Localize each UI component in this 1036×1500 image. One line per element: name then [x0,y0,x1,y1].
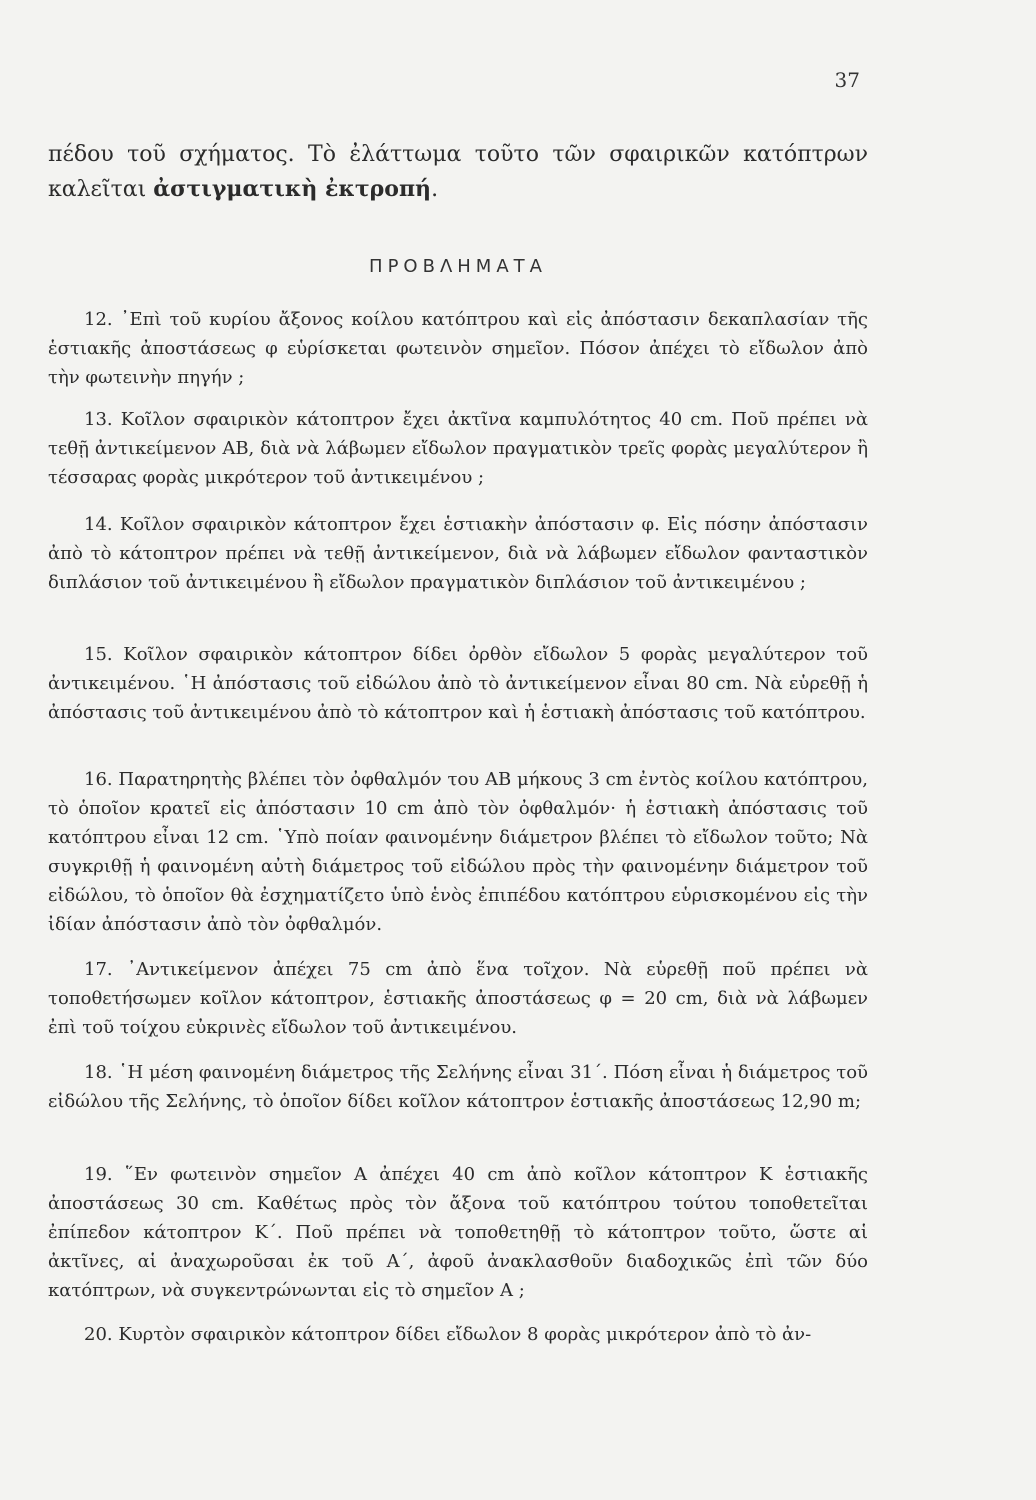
problem-text: ῞Εν φωτεινὸν σημεῖον Α ἀπέχει 40 cm ἀπὸ κοῖλον κάτοπτρον Κ ἑστιακῆς ἀποστάσεως 30 cm. Καθέτως πρὸς τὸν ἄξονα τοῦ κατόπτρου τούτου τοποθετεῖται ἐπίπεδον κάτοπτρον Κ΄. Ποῦ πρέπει νὰ τοποθετηθῇ τὸ κάτοπτρον τοῦτο, ὥστε αἱ ἀκτῖνες, αἱ ἀναχωροῦσαι ἐκ τοῦ Α΄, ἀφοῦ ἀνακλασθοῦν διαδοχικῶς ἐπὶ τῶν δύο κατόπτρων, νὰ συγκεντρώνωνται εἰς τὸ σημεῖον Α ; [48,1164,868,1301]
page-number: 37 [834,68,860,92]
problem-number: 16. [84,769,113,790]
intro-bold-term: ἀστιγματικὴ ἐκτροπή [153,176,432,202]
problem-18 [48,1058,868,1116]
problem-text: Κυρτὸν σφαιρικὸν κάτοπτρον δίδει εἴδωλον 8 φορὰς μικρότερον ἀπὸ τὸ ἀν- [118,1324,812,1345]
problem-text: Κοῖλον σφαιρικὸν κάτοπτρον ἔχει ἑστιακὴν ἀπόστασιν φ. Εἰς πόσην ἀπόστασιν ἀπὸ τὸ κάτοπτρον πρέπει νὰ τεθῇ ἀντικείμενον, διὰ νὰ λάβωμεν εἴδωλον φανταστικὸν διπλάσιον τοῦ ἀντικειμένου ἢ εἴδωλον πραγματικὸν διπλάσιον τοῦ ἀντικειμένου ; [48,514,868,593]
problem-text: ῾Η μέση φαινομένη διάμετρος τῆς Σελήνης εἶναι 31΄. Πόση εἶναι ἡ διάμετρος τοῦ εἰδώλου τῆς Σελήνης, τὸ ὁποῖον δίδει κοῖλον κάτοπτρον ἑστιακῆς ἀποστάσεως 12,90 m; [48,1062,868,1112]
problem-number: 17. [84,959,113,980]
problem-13 [48,405,868,492]
intro-paragraph [48,138,868,207]
problem-text: ᾿Επὶ τοῦ κυρίου ἄξονος κοίλου κατόπτρου καὶ εἰς ἀπόστασιν δεκαπλασίαν τῆς ἑστιακῆς ἀποστάσεως φ εὑρίσκεται φωτεινὸν σημεῖον. Πόσον ἀπέχει τὸ εἴδωλον ἀπὸ τὴν φωτεινὴν πηγήν ; [48,309,868,388]
section-title: ΠΡΟΒΛΗΜΑΤΑ [369,256,547,277]
problem-number: 19. [84,1164,113,1185]
problem-text: Κοῖλον σφαιρικὸν κάτοπτρον δίδει ὀρθὸν εἴδωλον 5 φορὰς μεγαλύτερον τοῦ ἀντικειμένου. ῾Η ἀπόστασις τοῦ εἰδώλου ἀπὸ τὸ ἀντικείμενον εἶναι 80 cm. Νὰ εὑρεθῇ ἡ ἀπόστασις τοῦ ἀντικειμένου ἀπὸ τὸ κάτοπτρον καὶ ἡ ἑστιακὴ ἀπόστασις τοῦ κατόπτρου. [48,644,868,723]
problem-number: 18. [84,1062,113,1083]
problem-text: ᾿Αντικείμενον ἀπέχει 75 cm ἀπὸ ἕνα τοῖχον. Νὰ εὑρεθῇ ποῦ πρέπει νὰ τοποθετήσωμεν κοῖλον κάτοπτρον, ἑστιακῆς ἀποστάσεως φ = 20 cm, διὰ νὰ λάβωμεν ἐπὶ τοῦ τοίχου εὐκρινὲς εἴδωλον τοῦ ἀντικειμένου. [48,959,868,1038]
problem-19 [48,1160,868,1305]
problem-number: 14. [84,514,113,535]
intro-text-end: . [431,177,439,202]
problem-14 [48,510,868,597]
problem-number: 20. [84,1324,113,1345]
problem-17 [48,955,868,1042]
problem-number: 12. [84,309,113,330]
problem-number: 13. [84,409,113,430]
problem-20 [48,1320,868,1349]
problem-12 [48,305,868,392]
problem-number: 15. [84,644,113,665]
problem-16 [48,765,868,939]
problem-text: Παρατηρητὴς βλέπει τὸν ὀφθαλμόν του ΑΒ μήκους 3 cm ἐντὸς κοίλου κατόπτρου, τὸ ὁποῖον κρατεῖ εἰς ἀπόστασιν 10 cm ἀπὸ τὸν ὀφθαλμόν· ἡ ἑστιακὴ ἀπόστασις τοῦ κατόπτρου εἶναι 12 cm. ῾Υπὸ ποίαν φαινομένην διάμετρον βλέπει τὸ εἴδωλον τοῦτο; Νὰ συγκριθῇ ἡ φαινομένη αὐτὴ διάμετρος τοῦ εἰδώλου πρὸς τὴν φαινομένην διάμετρον τοῦ εἰδώλου, τὸ ὁποῖον θὰ ἐσχηματίζετο ὑπὸ ἑνὸς ἐπιπέδου κατόπτρου εὑρισκομένου εἰς τὴν ἰδίαν ἀπόστασιν ἀπὸ τὸν ὀφθαλμόν. [48,769,868,935]
intro-text: πέδου τοῦ σχήματος. Τὸ ἐλάττωμα τοῦτο τῶν σφαιρικῶν κατόπτρων καλεῖται [48,142,868,202]
problem-text: Κοῖλον σφαιρικὸν κάτοπτρον ἔχει ἀκτῖνα καμπυλότητος 40 cm. Ποῦ πρέπει νὰ τεθῇ ἀντικείμενον ΑΒ, διὰ νὰ λάβωμεν εἴδωλον πραγματικὸν τρεῖς φορὰς μεγαλύτερον ἢ τέσσαρας φορὰς μικρότερον τοῦ ἀντικειμένου ; [48,409,868,488]
problem-15 [48,640,868,727]
